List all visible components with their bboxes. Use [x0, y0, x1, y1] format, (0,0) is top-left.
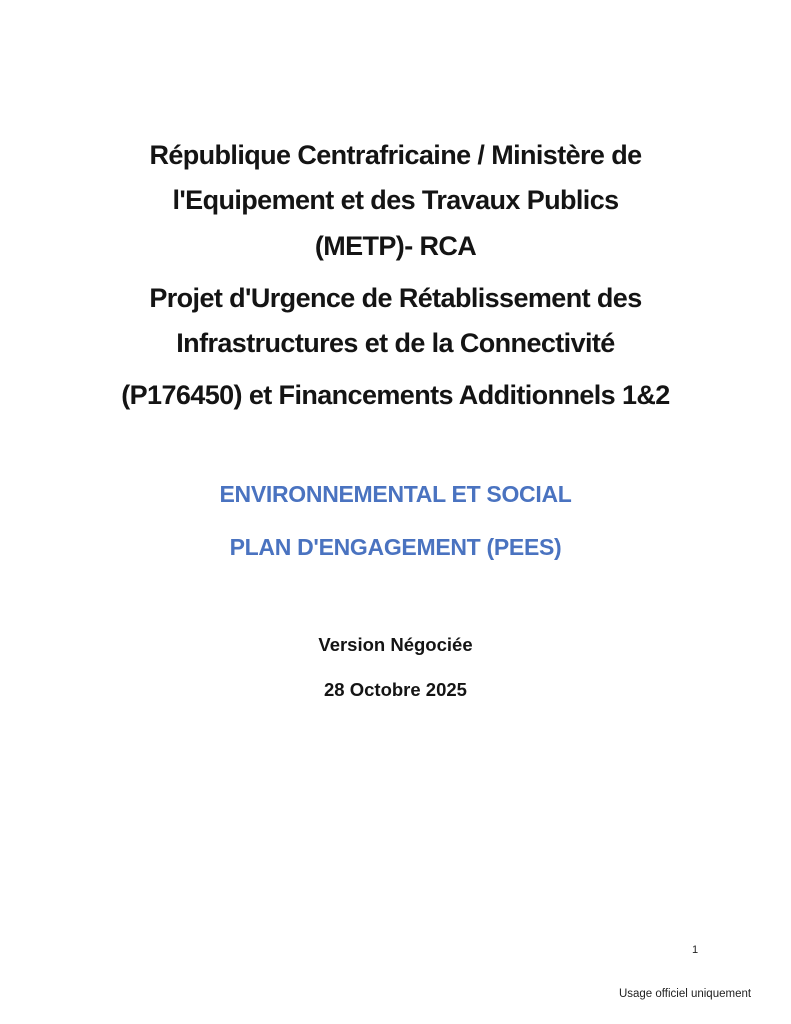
heading-line-country-ministry: République Centrafricaine / Ministère de: [149, 140, 642, 170]
page-number: 1: [691, 944, 699, 956]
plan-title-line-1: ENVIRONNEMENTAL ET SOCIAL: [219, 481, 572, 507]
heading-line-ministry: l'Equipement et des Travaux Publics: [172, 185, 619, 215]
heading-line-project-cont: Infrastructures et de la Connectivité: [176, 328, 615, 358]
version-label: Version Négociée: [318, 634, 473, 655]
document-date: 28 Octobre 2025: [324, 679, 467, 700]
heading-line-acronym: (METP)- RCA: [314, 231, 477, 261]
plan-title-line-2: PLAN D'ENGAGEMENT (PEES): [229, 534, 562, 560]
classification-label: Usage officiel uniquement: [618, 988, 752, 1000]
heading-line-project: Projet d'Urgence de Rétablissement des: [149, 283, 642, 313]
heading-line-project-id: (P176450) et Financements Additionnels 1&2: [121, 380, 670, 410]
